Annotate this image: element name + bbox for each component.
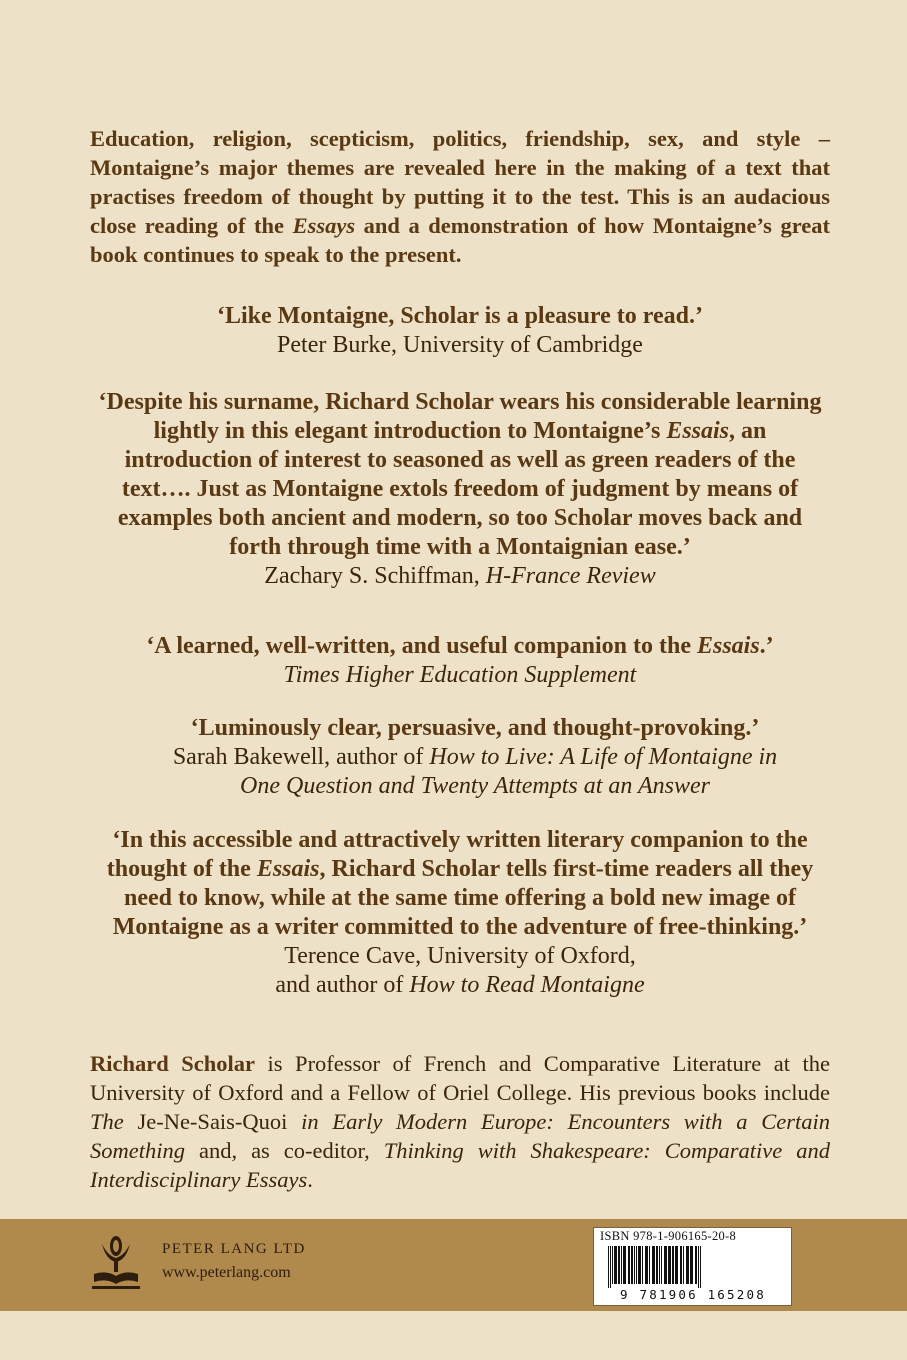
barcode-bar bbox=[634, 1246, 635, 1284]
quote-attribution: Peter Burke, University of Cambridge bbox=[277, 332, 643, 358]
barcode-guard-bar bbox=[698, 1246, 699, 1288]
review-quote-5 bbox=[90, 826, 830, 1000]
isbn-label: ISBN 978-1-906165-20-8 bbox=[600, 1229, 737, 1243]
review-quote-2 bbox=[90, 388, 830, 591]
barcode-guard-bar bbox=[700, 1246, 701, 1288]
barcode-bar bbox=[636, 1246, 637, 1284]
quote-attribution: Times Higher Education Supplement bbox=[283, 662, 637, 688]
review-quote-4 bbox=[150, 714, 800, 801]
quote-text: ‘Like Montaigne, Scholar is a pleasure to read.’ bbox=[217, 303, 703, 329]
barcode-bar bbox=[668, 1246, 671, 1284]
barcode-bar bbox=[683, 1246, 684, 1284]
barcode-bar bbox=[690, 1246, 693, 1284]
barcode-bar bbox=[618, 1246, 620, 1284]
publisher-name: PETER LANG LTD bbox=[162, 1241, 306, 1257]
barcode-digits: 9 781906 165208 bbox=[620, 1287, 766, 1302]
peter-lang-logo-icon bbox=[88, 1234, 144, 1294]
barcode-bar bbox=[695, 1246, 697, 1284]
barcode-bar bbox=[638, 1246, 641, 1284]
barcode-bar bbox=[686, 1246, 689, 1284]
barcode-guard-bar bbox=[608, 1246, 609, 1288]
barcode-bar bbox=[614, 1246, 617, 1284]
author-bio: Richard Scholar is Professor of French and Comparative Literature at the University of Oxford and a Fellow of Oriel College. His previous books include The Je-Ne-Sais-Quoi in Early Modern Europe: Encounters with a Certain Something and, as co-editor, Thinking with Shakespeare: Comparative and Interdisciplinary Essays. bbox=[90, 1051, 830, 1192]
barcode-bar bbox=[659, 1246, 660, 1284]
barcode-bar bbox=[656, 1246, 658, 1284]
barcode-bar bbox=[621, 1246, 622, 1284]
barcode-bar bbox=[612, 1246, 613, 1284]
quote-attribution-line2: and author of How to Read Montaigne bbox=[275, 972, 645, 998]
quote-attribution: Zachary S. Schiffman, H-France Review bbox=[264, 563, 656, 589]
barcode-bars bbox=[600, 1246, 786, 1288]
barcode-bar bbox=[642, 1246, 643, 1284]
publisher-website: www.peterlang.com bbox=[162, 1264, 291, 1281]
review-quote-3 bbox=[80, 632, 840, 690]
quote-attribution-line1: Terence Cave, University of Oxford, bbox=[284, 943, 636, 969]
quote-attribution: Sarah Bakewell, author of How to Live: A Life of Montaigne in One Question and Twenty Attempts at an Answer bbox=[172, 744, 778, 799]
barcode-bar bbox=[645, 1246, 648, 1284]
barcode-bar bbox=[628, 1246, 630, 1284]
quote-text: ‘In this accessible and attractively written literary companion to the thought of the Essais, Richard Scholar tells first-time readers all they need to know, while at the same time offering a bold new image of Montaigne as a writer committed to the adventure of free-thinking.’ bbox=[106, 827, 814, 940]
author-name: Richard Scholar bbox=[90, 1051, 256, 1076]
blurb-text-2: and a demonstration of how Montaigne’s great book continues to speak to the present. bbox=[90, 213, 831, 267]
barcode-bar bbox=[649, 1246, 650, 1284]
quote-text: ‘Despite his surname, Richard Scholar wears his considerable learning lightly in this elegant introduction to Montaigne’s Essais, an introduction of interest to seasoned as well as green readers of the text…. Just as Montaigne extols freedom of judgment by means of examples both ancient and modern, so too Scholar moves back and forth through time with a Montaignian ease.’ bbox=[98, 389, 822, 560]
quote-text: ‘A learned, well-written, and useful companion to the Essais.’ bbox=[146, 633, 774, 659]
barcode-bar bbox=[675, 1246, 678, 1284]
barcode-bar bbox=[661, 1246, 662, 1284]
barcode-bar bbox=[680, 1246, 682, 1284]
barcode-guard-bar bbox=[610, 1246, 611, 1288]
barcode-bar bbox=[672, 1246, 674, 1284]
blurb-text-1: Education, religion, scepticism, politics, friendship, sex, and style – Montaigne’s major themes are revealed here in the making of a text that practises freedom of thought by putting it to the test. This is an audacious close reading of the bbox=[90, 126, 830, 238]
barcode-bar bbox=[631, 1246, 633, 1284]
isbn-barcode bbox=[593, 1227, 792, 1306]
barcode-bar bbox=[623, 1246, 626, 1284]
quote-text: ‘Luminously clear, persuasive, and thought-provoking.’ bbox=[190, 715, 760, 741]
barcode-bar bbox=[652, 1246, 655, 1284]
review-quote-1 bbox=[80, 302, 840, 360]
blurb-italic: Essays bbox=[292, 213, 356, 238]
book-blurb bbox=[90, 124, 830, 269]
barcode-bar bbox=[664, 1246, 667, 1284]
